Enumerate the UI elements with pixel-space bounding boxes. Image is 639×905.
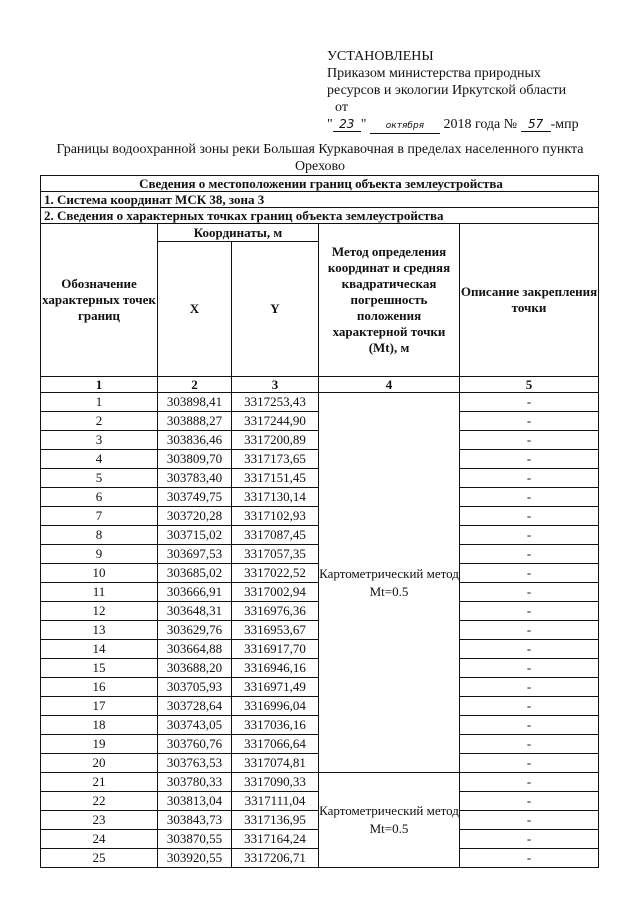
point-number: 4 — [41, 450, 158, 469]
point-number: 8 — [41, 526, 158, 545]
coord-x: 303629,76 — [158, 621, 232, 640]
point-number: 5 — [41, 469, 158, 488]
coord-x: 303760,76 — [158, 735, 232, 754]
coord-y: 3316946,16 — [232, 659, 319, 678]
point-description: - — [460, 412, 599, 431]
point-description: - — [460, 450, 599, 469]
coord-x: 303728,64 — [158, 697, 232, 716]
coord-y: 3316917,70 — [232, 640, 319, 659]
coord-x: 303664,88 — [158, 640, 232, 659]
point-description: - — [460, 640, 599, 659]
coord-y: 3316996,04 — [232, 697, 319, 716]
point-description: - — [460, 431, 599, 450]
point-number: 25 — [41, 849, 158, 868]
approval-month: октября — [370, 120, 440, 134]
coord-y: 3317164,24 — [232, 830, 319, 849]
coord-x: 303705,93 — [158, 678, 232, 697]
coord-x: 303743,05 — [158, 716, 232, 735]
point-number: 16 — [41, 678, 158, 697]
points-section-title: 2. Сведения о характерных точках границ объекта землеустройства — [41, 208, 599, 224]
point-description: - — [460, 507, 599, 526]
coord-y: 3317173,65 — [232, 450, 319, 469]
point-description: - — [460, 754, 599, 773]
document-title: Границы водоохранной зоны реки Большая Куркавочная в пределах населенного пункта Орехово — [56, 142, 584, 174]
coord-x: 303749,75 — [158, 488, 232, 507]
column-number: 5 — [460, 377, 599, 393]
coord-x: 303843,73 — [158, 811, 232, 830]
point-number: 9 — [41, 545, 158, 564]
coord-x: 303685,02 — [158, 564, 232, 583]
coord-y: 3317002,94 — [232, 583, 319, 602]
point-description: - — [460, 526, 599, 545]
point-number: 6 — [41, 488, 158, 507]
coord-y: 3317206,71 — [232, 849, 319, 868]
quote-close: " — [360, 117, 367, 132]
column-number: 1 — [41, 377, 158, 393]
point-description: - — [460, 583, 599, 602]
boundary-points-table — [40, 175, 599, 868]
coord-x: 303648,31 — [158, 602, 232, 621]
point-description: - — [460, 830, 599, 849]
method-cell: Картометрический метод Mt=0.5 — [319, 773, 460, 868]
point-description: - — [460, 659, 599, 678]
coord-x: 303898,41 — [158, 393, 232, 412]
coord-x: 303813,04 — [158, 792, 232, 811]
coord-x: 303763,53 — [158, 754, 232, 773]
header-method: Метод определения координат и средняя квадратическая погрешность положения характерной точки (Mt), м — [319, 224, 460, 377]
header-x: X — [158, 242, 232, 377]
point-description: - — [460, 393, 599, 412]
point-number: 13 — [41, 621, 158, 640]
point-description: - — [460, 716, 599, 735]
approval-block — [327, 48, 627, 134]
section-title: Сведения о местоположении границ объекта землеустройства — [41, 176, 599, 192]
point-number: 12 — [41, 602, 158, 621]
coord-x: 303920,55 — [158, 849, 232, 868]
coord-y: 3317090,33 — [232, 773, 319, 792]
point-number: 23 — [41, 811, 158, 830]
quote-open: " — [327, 117, 333, 132]
point-description: - — [460, 488, 599, 507]
point-number: 14 — [41, 640, 158, 659]
coord-y: 3316953,67 — [232, 621, 319, 640]
header-y: Y — [232, 242, 319, 377]
coord-y: 3317022,52 — [232, 564, 319, 583]
header-point: Обозначение характерных точек границ — [41, 224, 158, 377]
coord-y: 3317102,93 — [232, 507, 319, 526]
point-number: 15 — [41, 659, 158, 678]
point-number: 18 — [41, 716, 158, 735]
coord-y: 3317057,35 — [232, 545, 319, 564]
coord-y: 3317136,95 — [232, 811, 319, 830]
point-number: 1 — [41, 393, 158, 412]
point-description: - — [460, 773, 599, 792]
header-description: Описание закрепления точки — [460, 224, 599, 377]
point-number: 22 — [41, 792, 158, 811]
point-description: - — [460, 811, 599, 830]
table-row — [41, 393, 599, 412]
point-description: - — [460, 621, 599, 640]
approval-day: 23 — [333, 118, 361, 132]
point-number: 3 — [41, 431, 158, 450]
coord-y: 3317036,16 — [232, 716, 319, 735]
column-number: 3 — [232, 377, 319, 393]
coord-y: 3317066,64 — [232, 735, 319, 754]
approval-year-text: 2018 года № — [443, 117, 518, 132]
approval-from-label: от — [335, 100, 348, 115]
point-number: 10 — [41, 564, 158, 583]
coord-x: 303809,70 — [158, 450, 232, 469]
coord-x: 303836,46 — [158, 431, 232, 450]
approval-order-line-2: ресурсов и экологии Иркутской области — [327, 83, 567, 98]
column-number: 2 — [158, 377, 232, 393]
coord-y: 3317244,90 — [232, 412, 319, 431]
point-description: - — [460, 564, 599, 583]
coord-x: 303780,33 — [158, 773, 232, 792]
table-row — [41, 773, 599, 792]
coord-x: 303870,55 — [158, 830, 232, 849]
point-description: - — [460, 792, 599, 811]
coordinate-system: 1. Система координат МСК 38, зона 3 — [41, 192, 599, 208]
point-number: 17 — [41, 697, 158, 716]
method-cell: Картометрический метод Mt=0.5 — [319, 393, 460, 773]
coord-y: 3317130,14 — [232, 488, 319, 507]
coord-y: 3317074,81 — [232, 754, 319, 773]
point-number: 11 — [41, 583, 158, 602]
coord-y: 3317151,45 — [232, 469, 319, 488]
coord-x: 303888,27 — [158, 412, 232, 431]
point-description: - — [460, 697, 599, 716]
coord-y: 3317111,04 — [232, 792, 319, 811]
approval-suffix: -мпр — [550, 117, 579, 132]
coord-y: 3317253,43 — [232, 393, 319, 412]
coord-x: 303666,91 — [158, 583, 232, 602]
coord-y: 3317087,45 — [232, 526, 319, 545]
point-number: 19 — [41, 735, 158, 754]
column-number: 4 — [319, 377, 460, 393]
point-number: 20 — [41, 754, 158, 773]
coord-y: 3316971,49 — [232, 678, 319, 697]
approval-order-line-1: Приказом министерства природных — [327, 66, 541, 81]
point-number: 21 — [41, 773, 158, 792]
coord-x: 303715,02 — [158, 526, 232, 545]
point-description: - — [460, 849, 599, 868]
approval-heading: УСТАНОВЛЕНЫ — [327, 49, 434, 64]
point-number: 2 — [41, 412, 158, 431]
point-description: - — [460, 678, 599, 697]
column-numbers-row — [41, 377, 599, 393]
header-coords: Координаты, м — [158, 224, 319, 242]
point-description: - — [460, 735, 599, 754]
approval-order-number: 57 — [521, 118, 551, 132]
point-description: - — [460, 602, 599, 621]
coord-y: 3317200,89 — [232, 431, 319, 450]
point-description: - — [460, 469, 599, 488]
approval-date-line — [327, 116, 627, 134]
point-description: - — [460, 545, 599, 564]
coord-y: 3316976,36 — [232, 602, 319, 621]
coord-x: 303697,53 — [158, 545, 232, 564]
coord-x: 303783,40 — [158, 469, 232, 488]
point-number: 24 — [41, 830, 158, 849]
coord-x: 303720,28 — [158, 507, 232, 526]
point-number: 7 — [41, 507, 158, 526]
coord-x: 303688,20 — [158, 659, 232, 678]
